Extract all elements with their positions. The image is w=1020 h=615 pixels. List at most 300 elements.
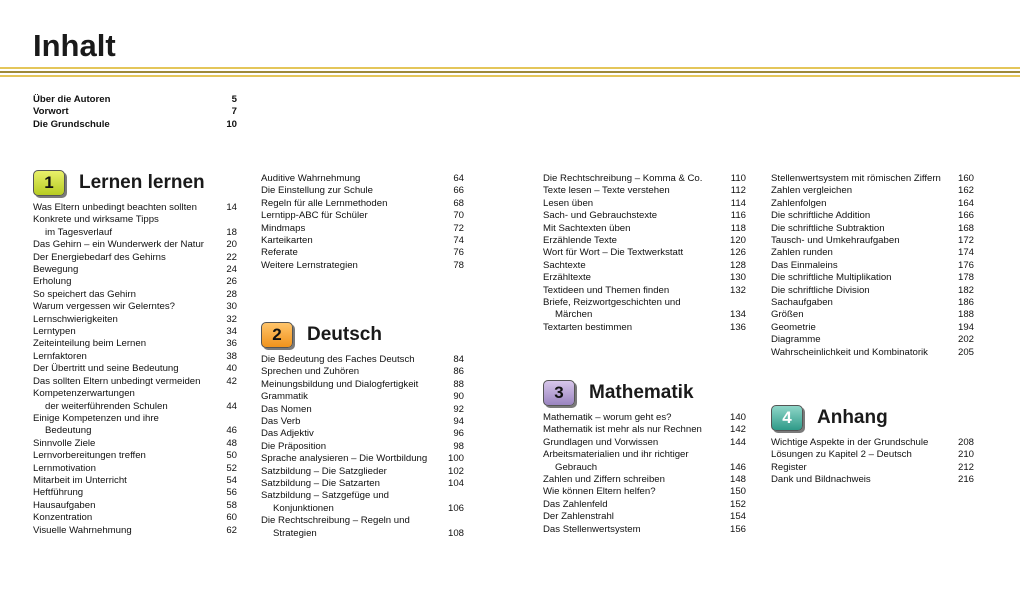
toc-entry-label: Der Zahlenstrahl bbox=[543, 511, 614, 523]
toc-entry-label: Textarten bestimmen bbox=[543, 321, 633, 333]
toc-entry[interactable] bbox=[771, 173, 974, 185]
toc-entry[interactable] bbox=[261, 416, 464, 428]
toc-entry-label: Weitere Lernstrategien bbox=[261, 259, 358, 271]
toc-entry[interactable] bbox=[33, 276, 237, 288]
toc-entry[interactable] bbox=[543, 260, 746, 272]
toc-entry[interactable] bbox=[33, 500, 237, 512]
toc-entry-label: Texte lesen – Texte verstehen bbox=[543, 185, 670, 197]
section-3-entries bbox=[543, 412, 746, 536]
toc-entry[interactable] bbox=[771, 297, 974, 309]
toc-entry[interactable] bbox=[543, 486, 746, 498]
toc-entry-page: 70 bbox=[453, 210, 464, 222]
toc-entry[interactable] bbox=[771, 285, 974, 297]
toc-entry-page: 152 bbox=[729, 498, 746, 510]
toc-entry-page: 102 bbox=[447, 465, 464, 477]
toc-entry-page: 100 bbox=[447, 453, 464, 465]
toc-entry-page: 186 bbox=[957, 297, 974, 309]
section-3-continued-entries bbox=[771, 173, 974, 359]
toc-entry-label: Lernvorbereitungen treffen bbox=[33, 450, 146, 462]
toc-entry-page: 18 bbox=[226, 226, 237, 238]
toc-entry-page: 54 bbox=[226, 474, 237, 486]
toc-entry-label: Briefe, Reizwortgeschichten und bbox=[543, 297, 681, 309]
toc-entry-page: 130 bbox=[729, 272, 746, 284]
toc-entry[interactable] bbox=[33, 376, 237, 388]
toc-entry-page: 46 bbox=[226, 425, 237, 437]
toc-entry[interactable] bbox=[261, 198, 464, 210]
toc-entry[interactable] bbox=[33, 363, 237, 375]
toc-entry-page: 58 bbox=[226, 499, 237, 511]
section-4-title: Anhang bbox=[817, 407, 888, 428]
toc-entry-page: 126 bbox=[729, 247, 746, 259]
toc-entry-label: Zahlenfolgen bbox=[771, 197, 827, 209]
toc-entry-page: 7 bbox=[231, 106, 237, 118]
toc-entry[interactable] bbox=[33, 413, 237, 438]
section-2-header bbox=[261, 320, 464, 350]
toc-entry-page: 164 bbox=[957, 197, 974, 209]
toc-entry[interactable] bbox=[33, 438, 237, 450]
toc-entry[interactable] bbox=[261, 515, 464, 540]
toc-entry-label: Zahlen vergleichen bbox=[771, 185, 853, 197]
toc-entry-label: Heftführung bbox=[33, 487, 84, 499]
toc-entry-page: 10 bbox=[226, 118, 237, 130]
toc-entry-page: 106 bbox=[447, 502, 464, 514]
toc-entry[interactable] bbox=[771, 449, 974, 461]
toc-entry-label-continued: Bedeutung bbox=[45, 425, 92, 437]
toc-entry-page: 140 bbox=[729, 412, 746, 423]
toc-entry-label: Lösungen zu Kapitel 2 – Deutsch bbox=[771, 449, 912, 461]
toc-entry[interactable] bbox=[33, 450, 237, 462]
toc-entry[interactable] bbox=[33, 525, 237, 537]
toc-entry[interactable] bbox=[543, 449, 746, 474]
toc-entry-page: 148 bbox=[729, 474, 746, 486]
toc-entry-page: 56 bbox=[226, 487, 237, 499]
toc-entry-label: Das Gehirn – ein Wunderwerk der Natur bbox=[33, 239, 204, 251]
toc-entry-page: 174 bbox=[957, 247, 974, 259]
toc-entry-page: 182 bbox=[957, 284, 974, 296]
toc-entry-label: Dank und Bildnachweis bbox=[771, 474, 871, 486]
toc-entry-label: Hausaufgaben bbox=[33, 499, 96, 511]
toc-entry-label: Grammatik bbox=[261, 391, 308, 403]
toc-entry-label: Das Verb bbox=[261, 416, 301, 428]
toc-entry[interactable] bbox=[33, 264, 237, 276]
toc-entry-page: 36 bbox=[226, 338, 237, 350]
toc-entry[interactable] bbox=[543, 272, 746, 284]
toc-entry-page: 88 bbox=[453, 378, 464, 390]
section-4-header bbox=[771, 403, 974, 433]
toc-entry[interactable] bbox=[771, 474, 974, 486]
toc-entry[interactable] bbox=[261, 210, 464, 222]
section-4-badge: 4 bbox=[771, 405, 803, 431]
toc-entry-label: Konkrete und wirksame Tipps bbox=[33, 214, 159, 226]
toc-entry-page: 136 bbox=[729, 321, 746, 333]
toc-entry[interactable] bbox=[543, 235, 746, 247]
toc-entry-label: Zahlen und Ziffern schreiben bbox=[543, 474, 665, 486]
toc-entry[interactable] bbox=[33, 463, 237, 475]
front-matter-list bbox=[33, 94, 237, 131]
toc-entry[interactable] bbox=[33, 106, 237, 118]
column-4 bbox=[771, 173, 974, 359]
toc-entry-page: 178 bbox=[957, 272, 974, 284]
toc-entry-label: Kompetenzerwartungen bbox=[33, 388, 135, 400]
toc-entry-page: 166 bbox=[957, 210, 974, 222]
toc-entry[interactable] bbox=[543, 185, 746, 197]
toc-entry-page: 118 bbox=[730, 222, 746, 234]
toc-entry-page: 188 bbox=[957, 309, 974, 321]
toc-entry[interactable] bbox=[543, 511, 746, 523]
toc-entry-page: 40 bbox=[226, 363, 237, 375]
toc-entry-page: 202 bbox=[957, 334, 974, 346]
toc-entry-label: Das Nomen bbox=[261, 403, 312, 415]
toc-entry-page: 28 bbox=[226, 288, 237, 300]
section-3-header bbox=[543, 378, 746, 408]
toc-entry[interactable] bbox=[33, 512, 237, 524]
toc-entry-page: 156 bbox=[729, 523, 746, 535]
toc-entry-page: 120 bbox=[729, 235, 746, 247]
toc-entry[interactable] bbox=[261, 391, 464, 403]
toc-entry-page: 142 bbox=[729, 424, 746, 436]
toc-entry-label: Mit Sachtexten üben bbox=[543, 222, 631, 234]
toc-entry-page: 150 bbox=[729, 486, 746, 498]
toc-entry-label-continued: Gebrauch bbox=[555, 461, 598, 473]
toc-entry-label: Die Bedeutung des Faches Deutsch bbox=[261, 354, 415, 365]
toc-entry-label: Textideen und Themen finden bbox=[543, 284, 670, 296]
column-3 bbox=[543, 173, 746, 334]
toc-entry-page: 50 bbox=[226, 450, 237, 462]
toc-entry-page: 205 bbox=[957, 346, 974, 358]
toc-entry-page: 108 bbox=[447, 527, 464, 539]
section-2-entries bbox=[261, 354, 464, 540]
toc-entry[interactable] bbox=[771, 260, 974, 272]
toc-entry-label: Die Grundschule bbox=[33, 118, 110, 130]
section-3-title: Mathematik bbox=[589, 382, 694, 403]
toc-entry-label: Lernfaktoren bbox=[33, 350, 87, 362]
toc-entry[interactable] bbox=[261, 478, 464, 490]
header-rule-top bbox=[0, 67, 1020, 69]
toc-entry-page: 38 bbox=[226, 350, 237, 362]
toc-entry-page: 172 bbox=[957, 235, 974, 247]
toc-entry-label: Sprache analysieren – Die Wortbildung bbox=[261, 453, 428, 465]
toc-entry[interactable] bbox=[543, 173, 746, 185]
toc-entry[interactable] bbox=[33, 202, 237, 214]
toc-entry[interactable] bbox=[261, 441, 464, 453]
toc-entry[interactable] bbox=[33, 214, 237, 239]
toc-entry-page: 34 bbox=[226, 326, 237, 338]
toc-entry[interactable] bbox=[543, 474, 746, 486]
toc-entry-page: 132 bbox=[729, 284, 746, 296]
column-3-lower bbox=[543, 378, 746, 536]
toc-entry[interactable] bbox=[543, 198, 746, 210]
toc-entry-label: Geometrie bbox=[771, 321, 816, 333]
toc-entry-page: 212 bbox=[957, 461, 974, 473]
toc-entry[interactable] bbox=[543, 499, 746, 511]
toc-entry[interactable] bbox=[543, 223, 746, 235]
toc-entry[interactable] bbox=[771, 185, 974, 197]
toc-entry-label: Der Übertritt und seine Bedeutung bbox=[33, 363, 179, 375]
toc-entry-label: Konzentration bbox=[33, 512, 93, 524]
toc-entry[interactable] bbox=[33, 314, 237, 326]
toc-entry-label: Karteikarten bbox=[261, 235, 313, 247]
toc-entry[interactable] bbox=[261, 366, 464, 378]
toc-entry[interactable] bbox=[33, 289, 237, 301]
toc-entry-page: 44 bbox=[226, 400, 237, 412]
toc-entry[interactable] bbox=[261, 354, 464, 366]
toc-entry-page: 110 bbox=[730, 173, 746, 184]
section-1-badge: 1 bbox=[33, 170, 65, 196]
toc-entry-label: Lesen üben bbox=[543, 197, 594, 209]
toc-entry-label: Vorwort bbox=[33, 106, 69, 118]
toc-entry-label: Zeiteinteilung beim Lernen bbox=[33, 338, 147, 350]
toc-entry-label: Mitarbeit im Unterricht bbox=[33, 474, 127, 486]
toc-entry-label: Die Präposition bbox=[261, 440, 327, 452]
toc-entry-page: 64 bbox=[453, 173, 464, 184]
toc-entry[interactable] bbox=[771, 198, 974, 210]
toc-entry[interactable] bbox=[33, 301, 237, 313]
toc-entry-page: 86 bbox=[453, 366, 464, 378]
toc-entry-label-continued: Konjunktionen bbox=[273, 502, 334, 514]
toc-entry-page: 94 bbox=[453, 416, 464, 428]
toc-entry-label: Auditive Wahrnehmung bbox=[261, 173, 361, 184]
section-1-header bbox=[33, 168, 237, 198]
toc-entry-page: 62 bbox=[226, 524, 237, 536]
toc-entry-label: Die Einstellung zur Schule bbox=[261, 185, 373, 197]
toc-entry-label-continued: Strategien bbox=[273, 527, 317, 539]
toc-entry-label-continued: im Tagesverlauf bbox=[45, 226, 113, 238]
header-rule-middle bbox=[0, 71, 1020, 73]
toc-entry-page: 116 bbox=[730, 210, 746, 222]
toc-entry-page: 112 bbox=[730, 185, 746, 197]
toc-entry-label: Erholung bbox=[33, 276, 72, 288]
toc-entry[interactable] bbox=[33, 119, 237, 131]
toc-entry-page: 48 bbox=[226, 437, 237, 449]
toc-entry-label: Über die Autoren bbox=[33, 94, 111, 105]
toc-entry-label: Mindmaps bbox=[261, 222, 306, 234]
section-2-badge: 2 bbox=[261, 322, 293, 348]
toc-entry-label: So speichert das Gehirn bbox=[33, 288, 136, 300]
section-1-entries bbox=[33, 202, 237, 537]
toc-entry[interactable] bbox=[771, 235, 974, 247]
toc-entry-label-continued: Märchen bbox=[555, 309, 593, 321]
toc-entry-page: 52 bbox=[226, 462, 237, 474]
toc-entry-page: 30 bbox=[226, 301, 237, 313]
toc-entry-page: 32 bbox=[226, 313, 237, 325]
toc-entry[interactable] bbox=[771, 210, 974, 222]
toc-entry[interactable] bbox=[543, 247, 746, 259]
toc-entry-label: Arbeitsmaterialien und ihr richtiger bbox=[543, 449, 689, 461]
toc-entry[interactable] bbox=[33, 94, 237, 106]
toc-entry-page: 22 bbox=[226, 251, 237, 263]
section-4-entries bbox=[771, 437, 974, 487]
toc-entry-label: Meinungsbildung und Dialogfertigkeit bbox=[261, 378, 419, 390]
section-1-continued-entries bbox=[261, 173, 464, 272]
toc-entry-page: 78 bbox=[453, 259, 464, 271]
toc-entry[interactable] bbox=[261, 453, 464, 465]
toc-entry[interactable] bbox=[543, 524, 746, 536]
section-2-continued-entries bbox=[543, 173, 746, 334]
toc-entry-label: Tausch- und Umkehraufgaben bbox=[771, 235, 900, 247]
toc-entry-label: Die schriftliche Division bbox=[771, 284, 870, 296]
toc-entry-label: Die Rechtschreibung – Regeln und bbox=[261, 515, 410, 527]
toc-entry-label: Erzählende Texte bbox=[543, 235, 617, 247]
column-1 bbox=[33, 168, 237, 537]
toc-entry[interactable] bbox=[771, 272, 974, 284]
toc-entry-label: Wort für Wort – Die Textwerkstatt bbox=[543, 247, 684, 259]
toc-entry[interactable] bbox=[543, 412, 746, 424]
toc-entry[interactable] bbox=[543, 285, 746, 297]
toc-entry-page: 210 bbox=[957, 449, 974, 461]
toc-entry-label: Warum vergessen wir Gelerntes? bbox=[33, 301, 175, 313]
toc-entry-label: Sach- und Gebrauchstexte bbox=[543, 210, 658, 222]
toc-entry-page: 208 bbox=[957, 437, 974, 448]
toc-entry-label: Das sollten Eltern unbedingt vermeiden bbox=[33, 375, 201, 387]
toc-entry-page: 128 bbox=[729, 259, 746, 271]
toc-entry[interactable] bbox=[771, 347, 974, 359]
toc-entry[interactable] bbox=[261, 428, 464, 440]
column-4-lower bbox=[771, 403, 974, 487]
toc-entry-page: 26 bbox=[226, 276, 237, 288]
toc-entry-label: Sinnvolle Ziele bbox=[33, 437, 96, 449]
toc-entry[interactable] bbox=[261, 490, 464, 515]
toc-entry-page: 98 bbox=[453, 440, 464, 452]
toc-entry[interactable] bbox=[33, 338, 237, 350]
toc-entry-page: 168 bbox=[957, 222, 974, 234]
toc-entry-label: Die schriftliche Subtraktion bbox=[771, 222, 885, 234]
page-title: Inhalt bbox=[33, 28, 116, 63]
toc-entry-page: 134 bbox=[729, 309, 746, 321]
toc-entry-label: Satzbildung – Die Satzglieder bbox=[261, 465, 387, 477]
toc-entry-label: Das Adjektiv bbox=[261, 428, 314, 440]
toc-entry[interactable] bbox=[261, 404, 464, 416]
toc-entry[interactable] bbox=[771, 462, 974, 474]
toc-entry[interactable] bbox=[771, 309, 974, 321]
toc-entry[interactable] bbox=[261, 223, 464, 235]
toc-entry-page: 74 bbox=[453, 235, 464, 247]
toc-entry[interactable] bbox=[543, 297, 746, 322]
toc-entry[interactable] bbox=[261, 379, 464, 391]
toc-entry-page: 24 bbox=[226, 264, 237, 276]
toc-entry-label: Was Eltern unbedingt beachten sollten bbox=[33, 202, 197, 213]
toc-entry-label: Das Einmaleins bbox=[771, 259, 838, 271]
toc-entry-page: 162 bbox=[957, 185, 974, 197]
section-3-badge: 3 bbox=[543, 380, 575, 406]
toc-entry[interactable] bbox=[771, 247, 974, 259]
toc-entry-label-continued: der weiterführenden Schulen bbox=[45, 400, 168, 412]
toc-entry-label: Wichtige Aspekte in der Grundschule bbox=[771, 437, 929, 448]
toc-entry-label: Visuelle Wahrnehmung bbox=[33, 524, 132, 536]
toc-entry-label: Stellenwertsystem mit römischen Ziffern bbox=[771, 173, 941, 184]
toc-entry-page: 114 bbox=[730, 197, 746, 209]
toc-entry[interactable] bbox=[771, 334, 974, 346]
toc-entry-page: 84 bbox=[453, 354, 464, 365]
toc-entry-page: 72 bbox=[453, 222, 464, 234]
toc-entry-page: 96 bbox=[453, 428, 464, 440]
section-2-title: Deutsch bbox=[307, 324, 382, 345]
toc-entry-label: Einige Kompetenzen und ihre bbox=[33, 412, 159, 424]
toc-entry-label: Lernmotivation bbox=[33, 462, 96, 474]
toc-entry-label: Satzbildung – Die Satzarten bbox=[261, 478, 380, 490]
toc-entry[interactable] bbox=[33, 475, 237, 487]
toc-entry[interactable] bbox=[771, 223, 974, 235]
toc-entry[interactable] bbox=[33, 351, 237, 363]
toc-entry-label: Das Zahlenfeld bbox=[543, 498, 608, 510]
toc-entry[interactable] bbox=[33, 252, 237, 264]
toc-entry-label: Sprechen und Zuhören bbox=[261, 366, 360, 378]
toc-entry-label: Der Energiebedarf des Gehirns bbox=[33, 251, 166, 263]
toc-entry-label: Zahlen runden bbox=[771, 247, 833, 259]
toc-entry-page: 160 bbox=[957, 173, 974, 184]
column-2 bbox=[261, 173, 464, 272]
toc-entry-page: 20 bbox=[226, 239, 237, 251]
toc-entry-label: Bewegung bbox=[33, 264, 79, 276]
toc-entry-label: Mathematik – worum geht es? bbox=[543, 412, 672, 423]
toc-entry-label: Die schriftliche Multiplikation bbox=[771, 272, 892, 284]
toc-entry-page: 60 bbox=[226, 512, 237, 524]
toc-entry[interactable] bbox=[261, 173, 464, 185]
toc-entry-label: Wie können Eltern helfen? bbox=[543, 486, 656, 498]
toc-entry-page: 146 bbox=[729, 461, 746, 473]
toc-entry-label: Diagramme bbox=[771, 334, 821, 346]
toc-entry-label: Satzbildung – Satzgefüge und bbox=[261, 490, 390, 502]
toc-entry-page: 90 bbox=[453, 391, 464, 403]
toc-entry-label: Die Rechtschreibung – Komma & Co. bbox=[543, 173, 703, 184]
toc-entry[interactable] bbox=[543, 210, 746, 222]
toc-entry-page: 154 bbox=[729, 511, 746, 523]
toc-entry[interactable] bbox=[33, 239, 237, 251]
toc-entry[interactable] bbox=[261, 247, 464, 259]
toc-entry-page: 76 bbox=[453, 247, 464, 259]
toc-entry[interactable] bbox=[261, 185, 464, 197]
toc-entry-page: 42 bbox=[226, 375, 237, 387]
toc-entry-label: Referate bbox=[261, 247, 298, 259]
toc-entry[interactable] bbox=[261, 260, 464, 272]
toc-entry-page: 216 bbox=[957, 474, 974, 486]
toc-entry-page: 144 bbox=[729, 436, 746, 448]
toc-entry-label: Mathematik ist mehr als nur Rechnen bbox=[543, 424, 702, 436]
toc-entry-label: Die schriftliche Addition bbox=[771, 210, 871, 222]
toc-entry-label: Regeln für alle Lernmethoden bbox=[261, 197, 388, 209]
toc-entry-label: Das Stellenwertsystem bbox=[543, 523, 641, 535]
toc-entry-label: Register bbox=[771, 461, 807, 473]
toc-entry-label: Sachaufgaben bbox=[771, 297, 833, 309]
toc-entry-page: 14 bbox=[226, 202, 237, 213]
toc-entry-label: Größen bbox=[771, 309, 804, 321]
toc-entry-page: 5 bbox=[231, 94, 237, 105]
toc-entry-page: 68 bbox=[453, 197, 464, 209]
toc-entry-page: 66 bbox=[453, 185, 464, 197]
toc-entry[interactable] bbox=[261, 235, 464, 247]
toc-entry[interactable] bbox=[33, 388, 237, 413]
toc-entry[interactable] bbox=[543, 424, 746, 436]
toc-entry-label: Lernschwierigkeiten bbox=[33, 313, 118, 325]
toc-entry-page: 92 bbox=[453, 403, 464, 415]
toc-entry[interactable] bbox=[543, 437, 746, 449]
toc-entry[interactable] bbox=[33, 326, 237, 338]
toc-entry-label: Wahrscheinlichkeit und Kombinatorik bbox=[771, 346, 928, 358]
section-1-title: Lernen lernen bbox=[79, 172, 205, 193]
toc-entry-page: 176 bbox=[957, 259, 974, 271]
toc-entry[interactable] bbox=[33, 487, 237, 499]
toc-entry[interactable] bbox=[771, 322, 974, 334]
toc-entry[interactable] bbox=[543, 322, 746, 334]
toc-entry-page: 194 bbox=[957, 321, 974, 333]
toc-entry-label: Sachtexte bbox=[543, 259, 586, 271]
toc-entry[interactable] bbox=[261, 466, 464, 478]
column-2-lower bbox=[261, 320, 464, 540]
toc-entry-label: Lerntipp-ABC für Schüler bbox=[261, 210, 368, 222]
toc-entry-label: Grundlagen und Vorwissen bbox=[543, 436, 659, 448]
toc-entry[interactable] bbox=[771, 437, 974, 449]
toc-entry-page: 104 bbox=[447, 478, 464, 490]
header-rule-bottom bbox=[0, 75, 1020, 77]
